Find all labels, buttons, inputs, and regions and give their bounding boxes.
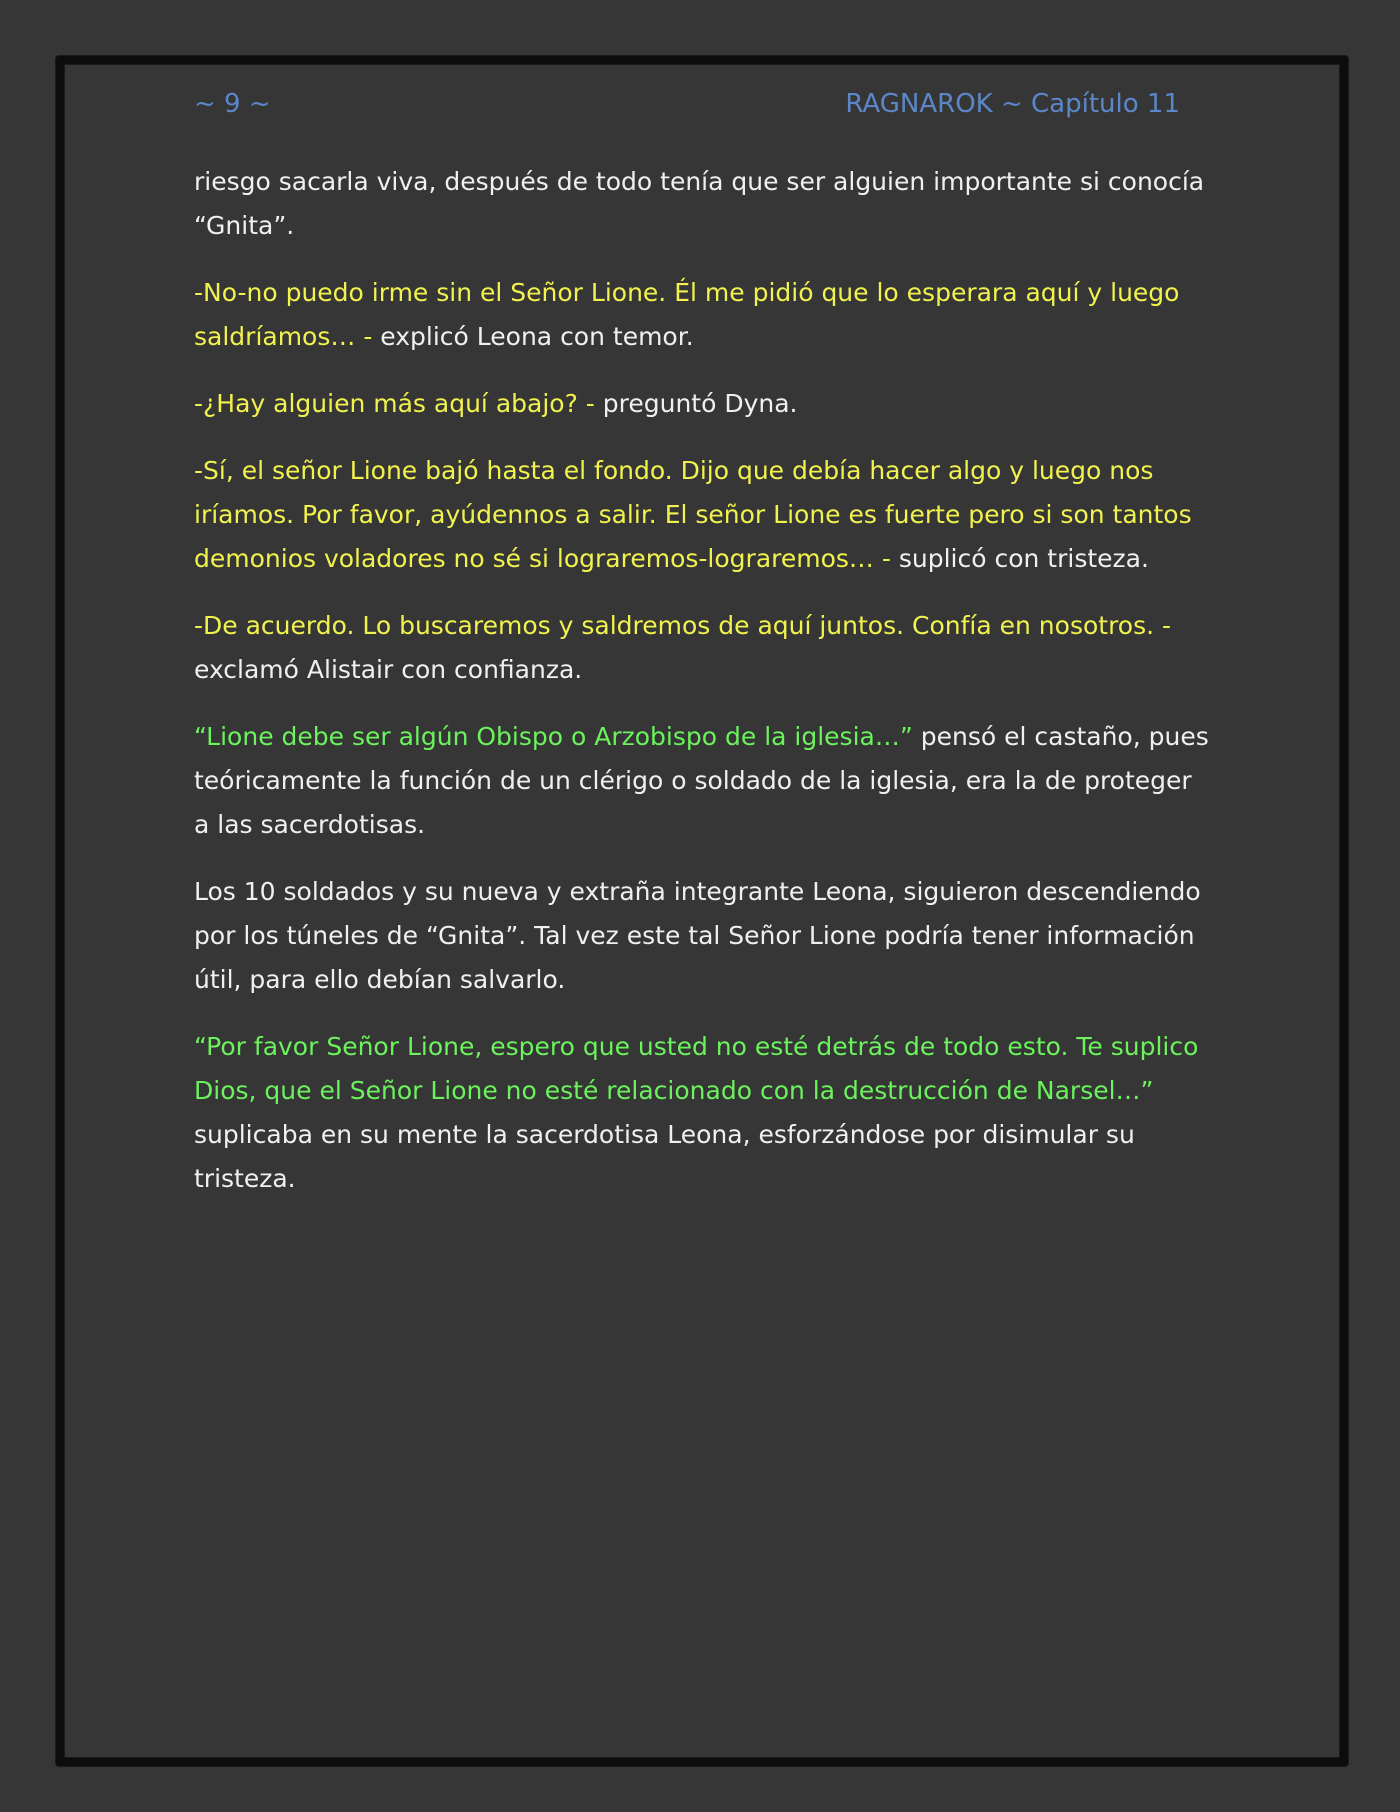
narration-text: explicó Leona con temor. — [372, 322, 694, 351]
dialogue-text: -Sí, el señor Lione bajó hasta el fondo. Dijo que debía hacer algo y luego nos iríamos. Por favor, ayúdennos a salir. El señor Lione es fuerte pero si son tantos demonios voladores no sé si lograremos-lograremos… - — [194, 456, 1192, 573]
dialogue-text: -¿Hay alguien más aquí abajo? - — [194, 389, 595, 418]
paragraph — [194, 449, 1212, 581]
running-title: RAGNAROK ~ Capítulo 11 — [845, 89, 1180, 119]
narration-text: exclamó Alistair con confianza. — [194, 655, 583, 684]
chapter-text — [194, 160, 1212, 1224]
paragraph — [194, 715, 1212, 847]
paragraph — [194, 271, 1212, 359]
dialogue-text: -De acuerdo. Lo buscaremos y saldremos de aquí juntos. Confía en nosotros. - — [194, 611, 1172, 640]
page-header — [194, 84, 1212, 124]
paragraph — [194, 604, 1212, 692]
thought-text: “Por favor Señor Lione, espero que usted no esté detrás de todo esto. Te suplico Dios, que el Señor Lione no esté relacionado con la destrucción de Narsel…” — [194, 1032, 1199, 1105]
paragraph — [194, 160, 1212, 248]
narration-text: suplicó con tristeza. — [890, 544, 1149, 573]
narration-text: riesgo sacarla viva, después de todo tenía que ser alguien importante si conocía “Gnita”. — [194, 167, 1205, 240]
dialogue-text: -No-no puedo irme sin el Señor Lione. Él me pidió que lo esperara aquí y luego saldríamos… - — [194, 278, 1180, 351]
paragraph — [194, 382, 1212, 426]
page-number: ~ 9 ~ — [194, 89, 271, 119]
narration-text: Los 10 soldados y su nueva y extraña integrante Leona, siguieron descendiendo por los túneles de “Gnita”. Tal vez este tal Señor Lione podría tener información útil, para ello debían salvarlo. — [194, 877, 1201, 994]
paragraph — [194, 870, 1212, 1002]
narration-text: suplicaba en su mente la sacerdotisa Leona, esforzándose por disimular su tristeza. — [194, 1120, 1135, 1193]
paragraph — [194, 1025, 1212, 1201]
narration-text: preguntó Dyna. — [594, 389, 798, 418]
narration-text: pensó el castaño, pues teóricamente la función de un clérigo o soldado de la iglesia, era la de proteger a las sacerdotisas. — [194, 722, 1209, 839]
thought-text: “Lione debe ser algún Obispo o Arzobispo de la iglesia…” — [194, 722, 913, 751]
